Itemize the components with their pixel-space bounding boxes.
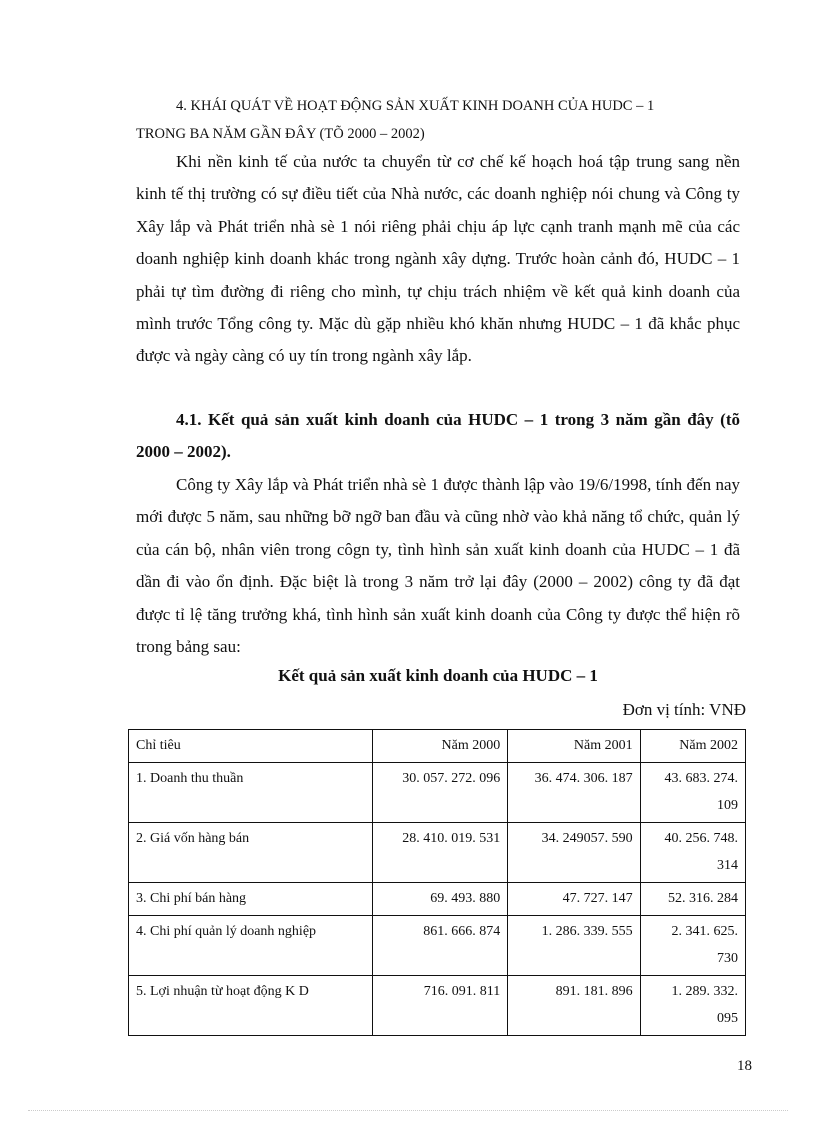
- table-row: [129, 883, 746, 916]
- value-cell: 52. 316. 284: [640, 883, 745, 916]
- table-title: Kết quả sản xuất kinh doanh của HUDC – 1: [278, 666, 598, 685]
- row-label: 5. Lợi nhuận từ hoạt động K D: [129, 976, 373, 1036]
- row-label: 3. Chi phí bán hàng: [129, 883, 373, 916]
- section-heading: [136, 92, 746, 148]
- table-row: [129, 976, 746, 1036]
- table-row: [129, 823, 746, 883]
- subsection-heading: 4.1. Kết quả sản xuất kinh doanh của HUDC – 1 trong 3 năm gần đây (tõ 2000 – 2002).: [136, 410, 740, 462]
- value-cell: 1. 286. 339. 555: [508, 916, 640, 976]
- table-row: [129, 916, 746, 976]
- section-heading-line2: TRONG BA NĂM GẦN ĐÂY (TÕ 2000 – 2002): [136, 126, 425, 142]
- results-table: [128, 729, 746, 1036]
- value-cell: 36. 474. 306. 187: [508, 763, 640, 823]
- row-label: 4. Chi phí quản lý doanh nghiệp: [129, 916, 373, 976]
- table-row: [129, 763, 746, 823]
- value-cell: 43. 683. 274. 109: [640, 763, 745, 823]
- section-heading-line1: 4. KHÁI QUÁT VỀ HOẠT ĐỘNG SẢN XUẤT KINH DOANH CỦA HUDC – 1: [176, 98, 655, 114]
- value-cell: 716. 091. 811: [372, 976, 507, 1036]
- paragraph-intro: Khi nền kinh tế của nước ta chuyển từ cơ chế kế hoạch hoá tập trung sang nền kinh tế thị trường có sự điều tiết của Nhà nước, các doanh nghiệp nói chung và Công ty Xây lắp và Phát triển nhà sè 1 nói riêng phải chịu áp lực cạnh tranh mạnh mẽ của các doanh nghiệp kinh doanh khác trong ngành xây dựng. Trước hoàn cảnh đó, HUDC – 1 phải tự tìm đường đi riêng cho mình, tự chịu trách nhiệm về kết quả kinh doanh của mình trước Tổng công ty. Mặc dù gặp nhiều khó khăn nhưng HUDC – 1 đã khắc phục được và ngày càng có uy tín trong ngành xây lắp.: [136, 152, 740, 366]
- table-header-row: [129, 730, 746, 763]
- value-cell: 28. 410. 019. 531: [372, 823, 507, 883]
- value-cell: 1. 289. 332. 095: [640, 976, 745, 1036]
- value-cell: 861. 666. 874: [372, 916, 507, 976]
- value-cell: 40. 256. 748. 314: [640, 823, 745, 883]
- unit-label: Đơn vị tính: VNĐ: [622, 700, 746, 719]
- value-cell: 891. 181. 896: [508, 976, 640, 1036]
- header-cell: Năm 2002: [640, 730, 745, 763]
- header-cell: Chỉ tiêu: [129, 730, 373, 763]
- value-cell: 34. 249057. 590: [508, 823, 640, 883]
- value-cell: 47. 727. 147: [508, 883, 640, 916]
- page-bottom-divider: [28, 1110, 788, 1111]
- header-cell: Năm 2000: [372, 730, 507, 763]
- page-number: 18: [737, 1058, 752, 1074]
- value-cell: 69. 493. 880: [372, 883, 507, 916]
- header-cell: Năm 2001: [508, 730, 640, 763]
- value-cell: 30. 057. 272. 096: [372, 763, 507, 823]
- paragraph-company-history: Công ty Xây lắp và Phát triển nhà sè 1 được thành lập vào 19/6/1998, tính đến nay mới được 5 năm, sau những bỡ ngỡ ban đầu và cũng nhờ vào khả năng tổ chức, quản lý của cán bộ, nhân viên trong côgn ty, tình hình sản xuất kinh doanh của HUDC – 1 đã dần đi vào ổn định. Đặc biệt là trong 3 năm trở lại đây (2000 – 2002) công ty đã đạt được tỉ lệ tăng trưởng khá, tình hình sản xuất kinh doanh của Công ty được thể hiện rõ trong bảng sau:: [136, 475, 740, 657]
- row-label: 1. Doanh thu thuần: [129, 763, 373, 823]
- value-cell: 2. 341. 625. 730: [640, 916, 745, 976]
- row-label: 2. Giá vốn hàng bán: [129, 823, 373, 883]
